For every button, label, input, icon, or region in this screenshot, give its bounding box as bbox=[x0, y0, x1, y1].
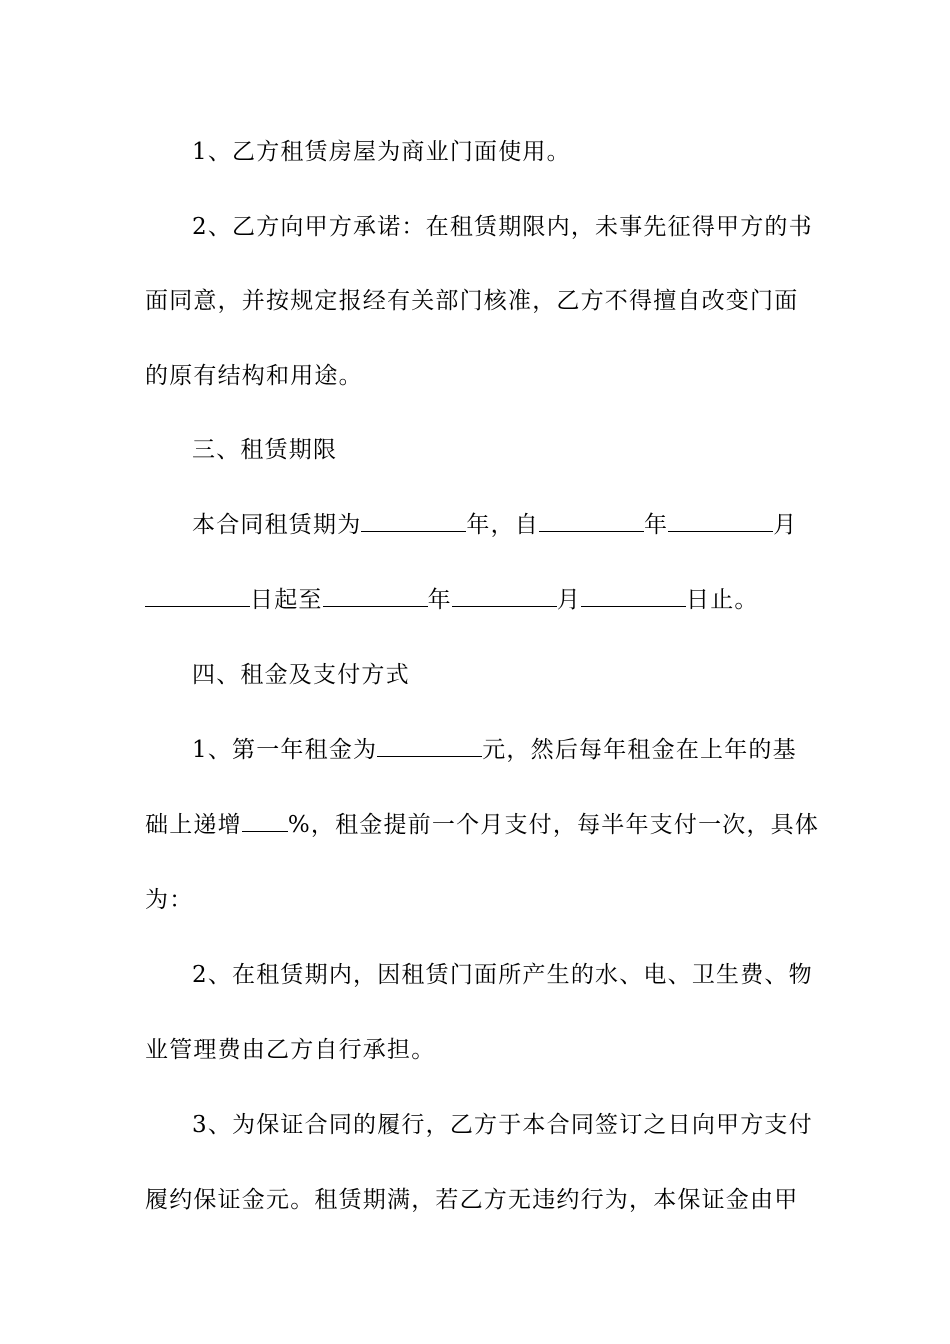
end-month-blank bbox=[452, 584, 557, 607]
end-day-blank bbox=[581, 584, 686, 607]
clause-2-line-2: 面同意，并按规定报经有关部门核准，乙方不得擅自改变门面 bbox=[145, 288, 799, 314]
start-day-blank bbox=[145, 584, 250, 607]
lease-term-text: 年，自 bbox=[466, 512, 540, 538]
clause-1-usage: 1、乙方租赁房屋为商业门面使用。 bbox=[192, 139, 571, 165]
rent-text: 础上递增 bbox=[145, 812, 242, 838]
start-month-blank bbox=[668, 509, 773, 532]
term-years-blank bbox=[361, 509, 466, 532]
rent-text: %，租金提前一个月支付，每半年支付一次，具体 bbox=[287, 812, 820, 838]
utilities-line-1: 2、在租赁期内，因租赁门面所产生的水、电、卫生费、物 bbox=[192, 962, 813, 988]
clause-2-line-1: 2、乙方向甲方承诺：在租赁期限内，未事先征得甲方的书 bbox=[192, 214, 813, 240]
lease-term-text: 本合同租赁期为 bbox=[192, 512, 362, 538]
increase-rate-blank bbox=[242, 809, 288, 832]
utilities-line-2: 业管理费由乙方自行承担。 bbox=[145, 1037, 436, 1063]
lease-term-text: 月 bbox=[773, 512, 798, 538]
lease-term-text: 日止。 bbox=[686, 587, 759, 613]
lease-term-text: 年 bbox=[427, 587, 452, 613]
rent-line-3: 为： bbox=[145, 887, 194, 913]
lease-term-line-2 bbox=[145, 584, 825, 616]
rent-text: 1、第一年租金为 bbox=[192, 737, 378, 763]
lease-term-text: 年 bbox=[644, 512, 669, 538]
deposit-line-1: 3、为保证合同的履行，乙方于本合同签订之日向甲方支付 bbox=[192, 1112, 813, 1138]
rent-text: 元，然后每年租金在上年的基 bbox=[482, 737, 797, 763]
lease-term-text: 月 bbox=[556, 587, 582, 613]
section-3-heading: 三、租赁期限 bbox=[192, 437, 338, 463]
lease-term-line-1 bbox=[192, 509, 872, 541]
clause-2-line-3: 的原有结构和用途。 bbox=[145, 363, 363, 389]
lease-term-text: 日起至 bbox=[250, 587, 323, 613]
end-year-blank bbox=[323, 584, 428, 607]
rent-line-1 bbox=[192, 734, 872, 766]
start-year-blank bbox=[539, 509, 644, 532]
section-4-heading: 四、租金及支付方式 bbox=[192, 662, 410, 688]
first-year-rent-blank bbox=[377, 734, 482, 757]
rent-line-2 bbox=[145, 809, 825, 841]
deposit-line-2: 履约保证金元。租赁期满，若乙方无违约行为，本保证金由甲 bbox=[145, 1187, 799, 1213]
